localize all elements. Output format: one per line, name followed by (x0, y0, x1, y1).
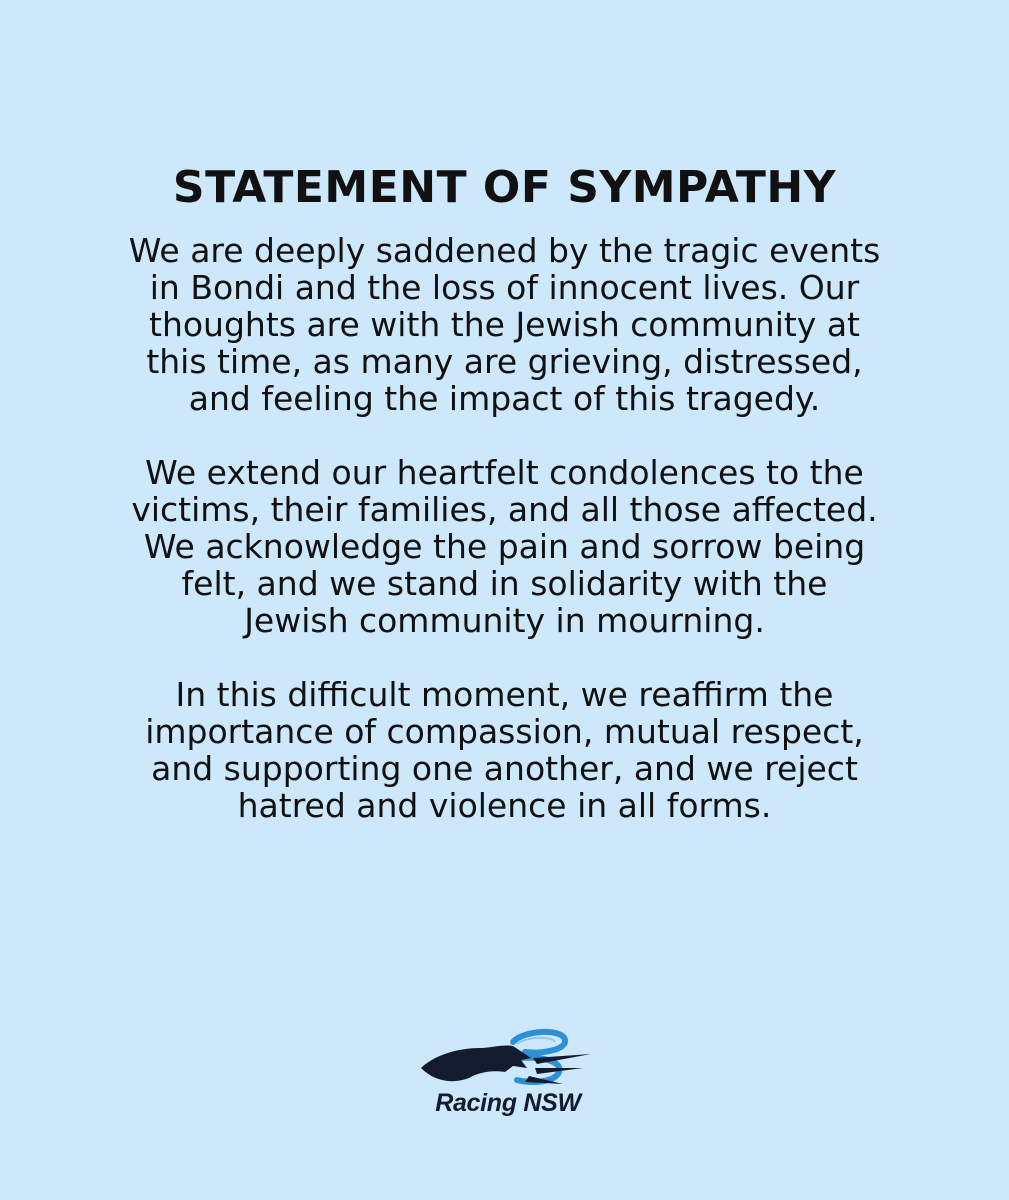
statement-paragraph: We are deeply saddened by the tragic events in Bondi and the loss of innocent lives. Our thoughts are with the Jewish community at this time, as many are grieving, distressed, and feeling the impact of this tragedy. (128, 231, 881, 418)
statement-title: STATEMENT OF SYMPATHY (172, 162, 837, 213)
statement-paragraph: We extend our heartfelt condolences to the victims, their families, and all those affected. We acknowledge the pain and sorrow being felt, and we stand in solidarity with the Jewish community in mourning. (131, 453, 878, 640)
statement (0, 160, 1009, 824)
statement-paragraph: In this difficult moment, we reaffirm the importance of compassion, mutual respect, and supporting one another, and we reject hatred and violence in all forms. (145, 675, 864, 825)
racing-horse-icon (413, 1028, 603, 1090)
racing-nsw-logo (413, 1028, 603, 1128)
logo-wordmark: Racing NSW (435, 1089, 581, 1117)
